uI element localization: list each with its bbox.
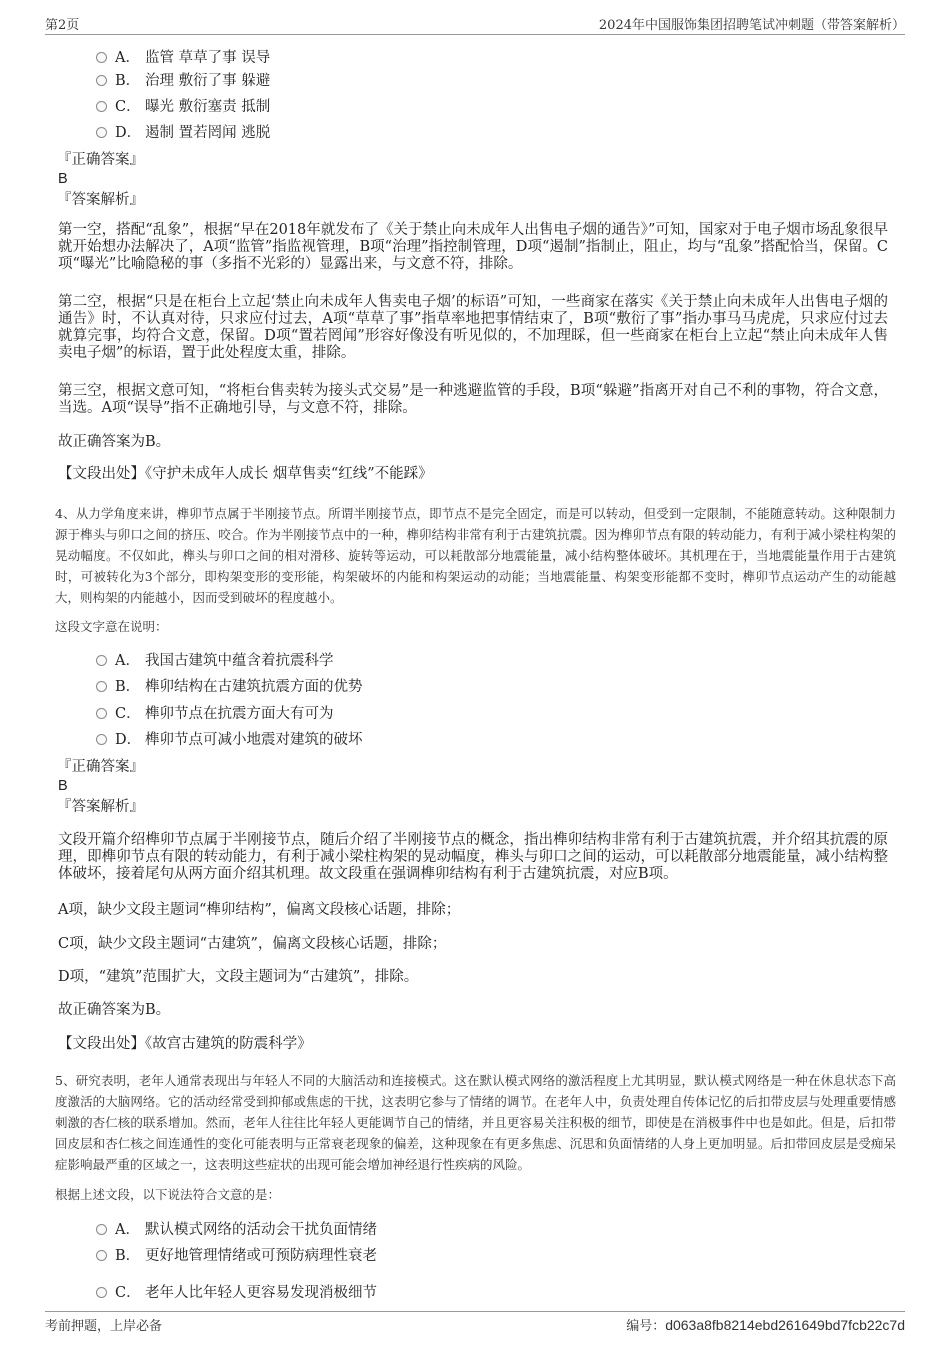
q4-option-a[interactable]: A． 我国古建筑中蕴含着抗震科学 <box>96 651 334 671</box>
q5-prompt: 根据上述文段，以下说法符合文意的是： <box>55 1187 281 1202</box>
q4-analysis-p1: 文段开篇介绍榫卯节点属于半刚接节点，随后介绍了半刚接节点的概念，指出榫卯结构非常有利于古建筑抗震，并介绍其抗震的原理，即榫卯节点有限的转动能力，有利于减小梁柱构架的晃动幅度，榫头与卯口之间的运动，可以耗散部分地震能量，减小结构整体破坏，接着尾句从两方面介绍其机理。故文段重在强调榫卯结构有利于古建筑抗震，对应B项。 <box>58 832 888 882</box>
q4-answer: B <box>58 778 68 794</box>
radio-icon[interactable] <box>96 734 107 745</box>
q5-option-b[interactable]: B． 更好地管理情绪或可预防病理性衰老 <box>96 1246 377 1266</box>
radio-icon[interactable] <box>96 1250 107 1261</box>
q3-source: 【文段出处】《守护未成年人成长 烟草售卖“红线”不能踩》 <box>58 466 433 482</box>
radio-icon[interactable] <box>96 1287 107 1298</box>
radio-icon[interactable] <box>96 655 107 666</box>
q5-stem: 5、研究表明，老年人通常表现出与年轻人不同的大脑活动和连接模式。这在默认模式网络的激活程度上尤其明显，默认模式网络是一种在休息状态下高度激活的大脑网络。它的活动经常受到抑郁或焦虑的干扰，这表明它参与了情绪的调节。在老年人中，负责处理自传体记忆的后扣带皮层与处理重要情感刺激的杏仁核的联系增加。然而，老年人往往比年轻人更能调节自己的情绪，并且更容易关注积极的细节，即使是在消极事件中也是如此。但是，后扣带回皮层和杏仁核之间连通性的变化可能表明与正常衰老现象的偏差，这种现象在有更多焦虑、沉思和负面情绪的人身上更加明显。后扣带回皮层是受痴呆症影响最严重的区域之一，这表明这些症状的出现可能会增加神经退行性疾病的风险。 <box>55 1073 896 1172</box>
radio-icon[interactable] <box>96 101 107 112</box>
q3-analysis-p3: 第三空，根据文意可知，“将柜台售卖转为接头式交易”是一种逃避监管的手段，B项“躲避”指离开对自己不利的事物，符合文意，当选。A项“误导”指不正确地引导，与文意不符，排除。 <box>58 383 888 416</box>
radio-icon[interactable] <box>96 52 107 63</box>
radio-icon[interactable] <box>96 708 107 719</box>
radio-icon[interactable] <box>96 127 107 138</box>
q4-answer-label: 『正确答案』 <box>57 759 144 775</box>
q4-option-d[interactable]: D． 榫卯节点可减小地震对建筑的破坏 <box>96 730 363 750</box>
q4-analysis-p2: A项，缺少文段主题词“榫卯结构”，偏离文段核心话题，排除； <box>58 902 461 918</box>
q3-option-c[interactable]: C． 曝光 敷衍塞责 抵制 <box>96 97 270 117</box>
q4-analysis-label: 『答案解析』 <box>57 799 144 815</box>
q4-prompt: 这段文字意在说明： <box>55 619 168 634</box>
radio-icon[interactable] <box>96 1224 107 1235</box>
q3-option-a[interactable]: A． 监管 草草了事 误导 <box>96 48 270 68</box>
page-number: 第2页 <box>45 18 80 33</box>
q3-option-d[interactable]: D． 遏制 置若罔闻 逃脱 <box>96 123 270 143</box>
q5-option-a[interactable]: A． 默认模式网络的活动会干扰负面情绪 <box>96 1220 377 1240</box>
q4-conclusion: 故正确答案为B。 <box>58 1002 171 1018</box>
code-value: d063a8fb8214ebd261649bd7fcb22c7d <box>665 1317 905 1333</box>
q4-option-c[interactable]: C． 榫卯节点在抗震方面大有可为 <box>96 704 334 724</box>
q4-analysis-p3: C项，缺少文段主题词“古建筑”，偏离文段核心话题，排除； <box>58 936 447 952</box>
q4-source: 【文段出处】《故宫古建筑的防震科学》 <box>58 1036 312 1052</box>
q3-analysis-p1: 第一空，搭配“乱象”，根据“早在2018年就发布了《关于禁止向未成年人出售电子烟的通告》”可知，国家对于电子烟市场乱象很早就开始想办法解决了，A项“监管”指监视管理，B项“治理”指控制管理，D项“遏制”指制止，阻止，均与“乱象”搭配恰当，保留。C项“曝光”比喻隐秘的事（多指不光彩的）显露出来，与文意不符，排除。 <box>58 222 888 272</box>
q4-analysis-p4: D项，“建筑”范围扩大，文段主题词为“古建筑”，排除。 <box>58 969 419 985</box>
radio-icon[interactable] <box>96 681 107 692</box>
q5-option-c[interactable]: C． 老年人比年轻人更容易发现消极细节 <box>96 1283 377 1303</box>
q4-stem: 4、从力学角度来讲，榫卯节点属于半刚接节点。所谓半刚接节点，即节点不是完全固定，而是可以转动，但受到一定限制，不能随意转动。这种限制力源于榫头与卯口之间的挤压、咬合。作为半刚接节点中的一种，榫卯结构非常有利于古建筑抗震。因为榫卯节点有限的转动能力，有利于减小梁柱构架的晃动幅度。不仅如此，榫头与卯口之间的相对滑移、旋转等运动，可以耗散部分地震能量，减小结构整体破坏。其机理在于，当地震能量作用于古建筑时，可被转化为3个部分，即构架变形的变形能，构架破坏的内能和构架运动的动能；当地震能量、构架变形能都不变时，榫卯节点运动产生的动能越大，则构架的内能越小，因而受到破坏的程度越小。 <box>55 506 896 605</box>
code-label: 编号： <box>626 1319 666 1334</box>
page-header <box>45 14 905 35</box>
document-code <box>626 1315 905 1334</box>
q3-analysis-label: 『答案解析』 <box>57 192 144 208</box>
q3-option-b[interactable]: B． 治理 敷衍了事 躲避 <box>96 71 270 91</box>
radio-icon[interactable] <box>96 75 107 86</box>
q3-answer-label: 『正确答案』 <box>57 152 144 168</box>
q3-answer: B <box>58 171 68 187</box>
q3-conclusion: 故正确答案为B。 <box>58 434 171 450</box>
document-title: 2024年中国服饰集团招聘笔试冲刺题（带答案解析） <box>598 18 905 33</box>
q4-option-b[interactable]: B． 榫卯结构在古建筑抗震方面的优势 <box>96 677 363 697</box>
q3-analysis-p2: 第二空，根据“只是在柜台上立起‘禁止向未成年人售卖电子烟’的标语”可知，一些商家在落实《关于禁止向未成年人出售电子烟的通告》时，不认真对待，只求应付过去，A项“草草了事”指草率地把事情结束了，B项“敷衍了事”指办事马马虎虎，只求应付过去就算完事，均符合文意，保留。D项“置若罔闻”形容好像没有听见似的，不加理睬，但一些商家在柜台上立起“禁止向未成年人售卖电子烟”的标语，置于此处程度太重，排除。 <box>58 294 888 361</box>
footer-slogan: 考前押题，上岸必备 <box>45 1319 163 1334</box>
page-footer <box>45 1311 905 1334</box>
